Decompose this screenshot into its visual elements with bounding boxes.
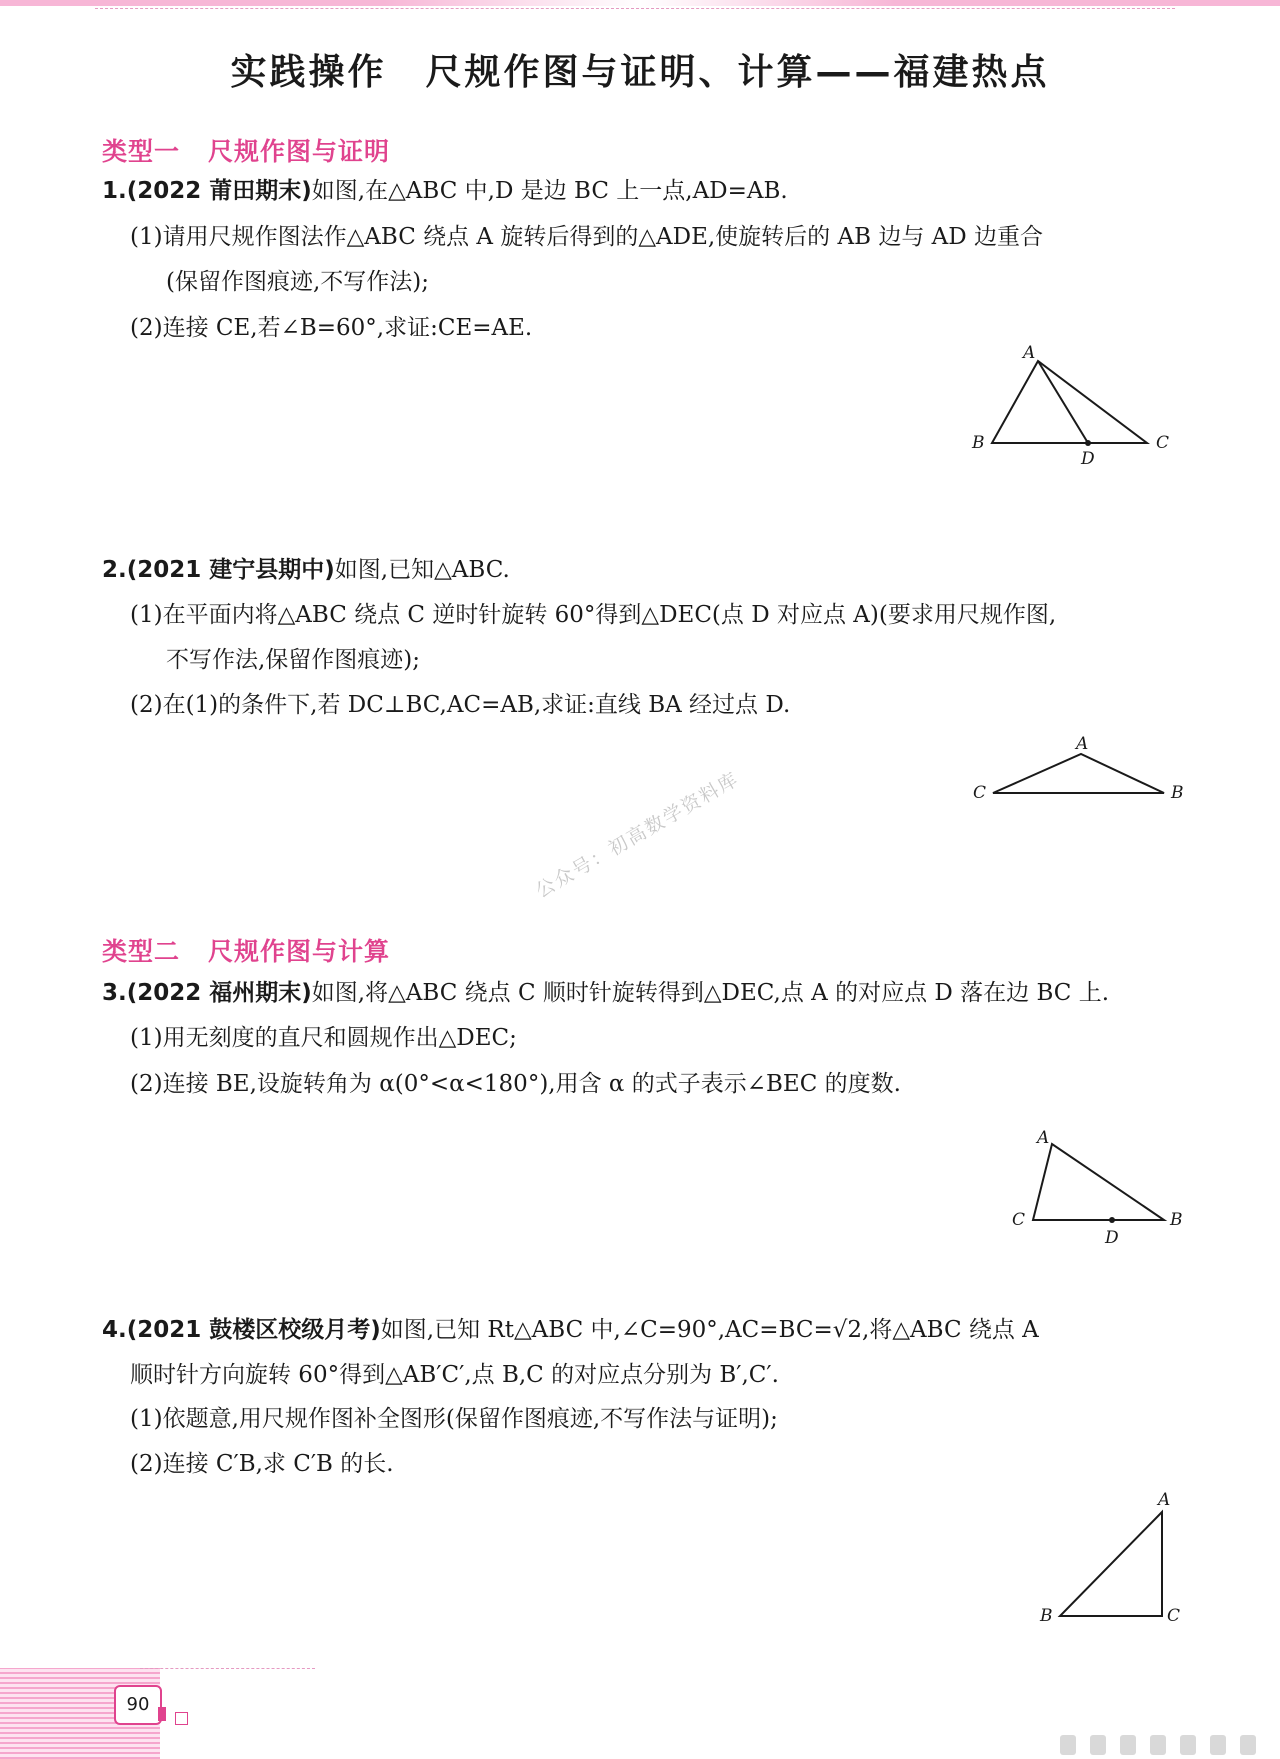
question-1-text: 如图,在△ABC 中,D 是边 BC 上一点,AD=AB. — [311, 178, 788, 204]
question-1-part-1-cont: (保留作图痕迹,不写作法); — [166, 269, 430, 295]
question-4-source: (2021 鼓楼区校级月考) — [126, 1317, 381, 1343]
question-1-stem — [102, 176, 788, 206]
triangle-abc-1 — [992, 361, 1147, 443]
figure-2-triangle — [960, 730, 1190, 803]
section-2-name: 尺规作图与计算 — [208, 937, 391, 966]
question-3-source: (2022 福州期末) — [126, 980, 312, 1006]
question-4-part-2: (2)连接 C′B,求 C′B 的长. — [130, 1451, 394, 1477]
question-3-part-2: (2)连接 BE,设旋转角为 α(0°<α<180°),用含 α 的式子表示∠BEC 的度数. — [130, 1071, 901, 1097]
triangle-abc-2 — [993, 754, 1164, 793]
section-2-label: 类型二 — [102, 937, 181, 966]
figure-1-triangle — [960, 340, 1180, 470]
triangle-abc-4 — [1060, 1512, 1162, 1616]
section-heading-2 — [102, 932, 390, 968]
label-c-3: C — [1012, 1210, 1026, 1230]
triangle-abc-3 — [1033, 1144, 1164, 1220]
question-3-number: 3. — [102, 980, 127, 1006]
question-1-part-2: (2)连接 CE,若∠B=60°,求证:CE=AE. — [130, 315, 533, 341]
footer-decoration — [1060, 1735, 1076, 1755]
question-2-number: 2. — [102, 557, 127, 583]
label-b-1: B — [972, 433, 985, 453]
label-a-1: A — [1023, 343, 1036, 363]
question-4-stem — [102, 1315, 1039, 1345]
footer-dashed-line — [140, 1668, 315, 1670]
segment-ad-1 — [1038, 361, 1088, 443]
top-dashed-line — [95, 8, 1175, 10]
label-a-2: A — [1076, 734, 1089, 754]
question-1-source: (2022 莆田期末) — [126, 178, 312, 204]
label-a-4: A — [1158, 1490, 1171, 1510]
question-3-part-1: (1)用无刻度的直尺和圆规作出△DEC; — [130, 1025, 517, 1051]
footer-decoration — [1240, 1735, 1256, 1755]
question-4-stem-cont: 顺时针方向旋转 60°得到△AB′C′,点 B,C 的对应点分别为 B′,C′. — [130, 1362, 779, 1388]
point-d-1 — [1085, 440, 1091, 446]
question-2-part-1: (1)在平面内将△ABC 绕点 C 逆时针旋转 60°得到△DEC(点 D 对应点 A)(要求用尺规作图, — [130, 602, 1057, 628]
label-b-2: B — [1171, 783, 1184, 803]
watermark: 公众号：初高数学资料库 — [532, 767, 744, 903]
question-2-part-1-cont: 不写作法,保留作图痕迹); — [166, 647, 421, 673]
question-2-part-2: (2)在(1)的条件下,若 DC⊥BC,AC=AB,求证:直线 BA 经过点 D. — [130, 692, 791, 718]
section-1-label: 类型一 — [102, 137, 181, 166]
label-c-2: C — [973, 783, 987, 803]
question-4-text: 如图,已知 Rt△ABC 中,∠C=90°,AC=BC=√2,将△ABC 绕点 A — [380, 1317, 1039, 1343]
question-3-stem — [102, 978, 1109, 1008]
footer-decoration — [1150, 1735, 1166, 1755]
question-4-part-1: (1)依题意,用尺规作图补全图形(保留作图痕迹,不写作法与证明); — [130, 1406, 778, 1432]
label-b-3: B — [1170, 1210, 1183, 1230]
label-a-3: A — [1037, 1128, 1050, 1148]
question-1-part-1: (1)请用尺规作图法作△ABC 绕点 A 旋转后得到的△ADE,使旋转后的 AB 边与 AD 边重合 — [130, 224, 1043, 250]
section-heading-1 — [102, 132, 390, 168]
point-d-3 — [1109, 1217, 1115, 1223]
question-2-text: 如图,已知△ABC. — [334, 557, 510, 583]
figure-4-triangle — [1030, 1485, 1190, 1625]
section-1-name: 尺规作图与证明 — [208, 137, 391, 166]
label-d-1: D — [1081, 449, 1095, 469]
question-3-text: 如图,将△ABC 绕点 C 顺时针旋转得到△DEC,点 A 的对应点 D 落在边 BC 上. — [311, 980, 1110, 1006]
footer-decoration — [1210, 1735, 1226, 1755]
figure-3-triangle — [1000, 1125, 1190, 1250]
label-b-4: B — [1040, 1606, 1053, 1626]
top-decoration-band — [0, 0, 1280, 6]
label-c-1: C — [1156, 433, 1170, 453]
footer-decoration — [1180, 1735, 1196, 1755]
question-2-source: (2021 建宁县期中) — [126, 557, 335, 583]
page-number: 90 — [114, 1685, 162, 1725]
question-1-number: 1. — [102, 178, 127, 204]
question-2-stem — [102, 555, 510, 585]
label-c-4: C — [1167, 1606, 1181, 1626]
page-box-icon — [175, 1712, 188, 1725]
footer-decoration — [1120, 1735, 1136, 1755]
question-4-number: 4. — [102, 1317, 127, 1343]
label-d-3: D — [1105, 1228, 1119, 1248]
footer-decoration — [1090, 1735, 1106, 1755]
page-title: 实践操作 尺规作图与证明、计算——福建热点 — [230, 52, 1050, 93]
page-number-tab — [158, 1707, 166, 1721]
